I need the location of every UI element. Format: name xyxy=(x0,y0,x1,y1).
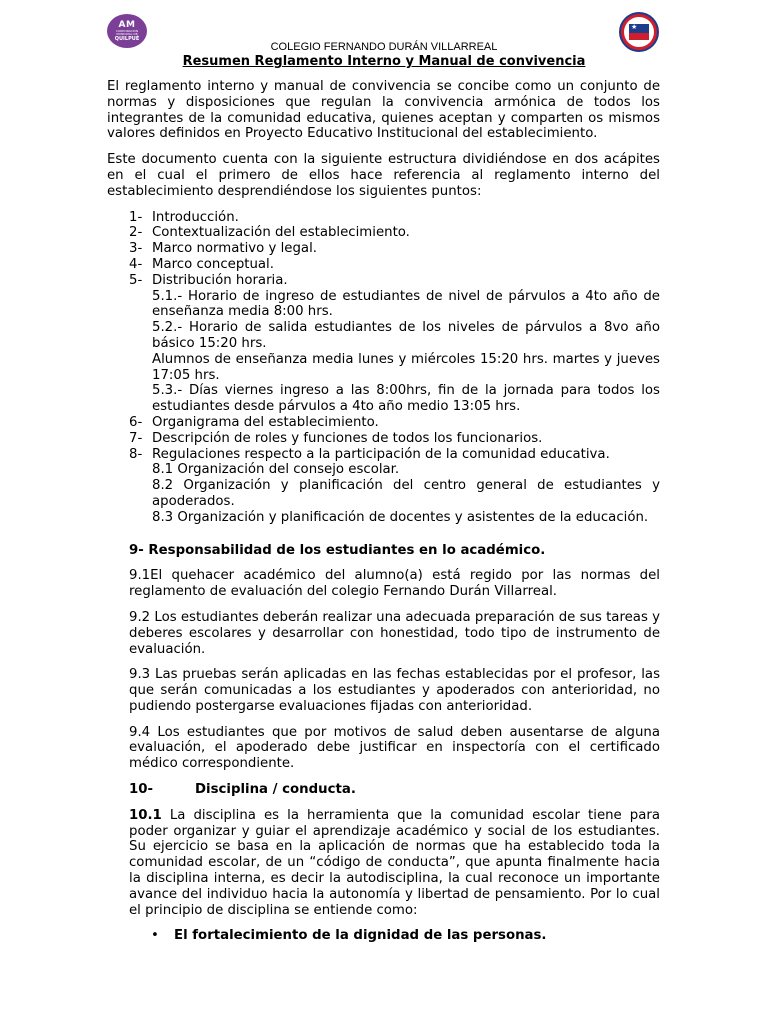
list-item: 6- Organigrama del establecimiento. xyxy=(129,414,379,430)
sub-item-8-2: 8.2 Organización y planificación del centro general de estudiantes y apoderados. xyxy=(152,478,660,509)
sub-item-8-1: 8.1 Organización del consejo escolar. xyxy=(152,462,400,478)
section-9-paragraph: 9.4 Los estudiantes que por motivos de salud deben ausentarse de alguna evaluación, el apoderado debe justificar en inspectoría con el certificado médico correspondiente. xyxy=(129,724,660,772)
list-item: 3- Marco normativo y legal. xyxy=(129,241,317,257)
crest-star-icon: ★ xyxy=(631,23,638,31)
intro-paragraph-1: El reglamento interno y manual de convivencia se concibe como un conjunto de normas y disposiciones que regulan la convivencia armónica de todos los integrantes de la comunidad educativa, quienes aceptan y comparten os mismos valores definidos en Proyecto Educativo Institucional del establecimiento. xyxy=(107,79,660,142)
document-body xyxy=(107,79,660,944)
section-10-paragraph: 10.1 La disciplina es la herramienta que la comunidad escolar tiene para poder organizar y guiar el aprendizaje académico y social de los estudiantes. Su ejercicio se basa en la aplicación de normas que ha establecido toda la comunidad escolar, de un “código de conducta”, que apunta finalmente hacia la disciplina interna, es decir la autodisciplina, la cual reconoce un importante avance del individuo hacia la autonomía y libertad de pensamiento. Por lo cual el principio de disciplina se entiende como: xyxy=(129,807,660,918)
section-9-paragraph: 9.2 Los estudiantes deberán realizar una adecuada preparación de sus tareas y deberes escolares y desarrollar con honestidad, todo tipo de instrumento de evaluación. xyxy=(129,609,660,657)
list-item: 7- Descripción de roles y funciones de todos los funcionarios. xyxy=(129,430,543,446)
sub-item-5-3: 5.3.- Días viernes ingreso a las 8:00hrs, fin de la jornada para todos los estudiantes desde párvulos a 4to año medio 13:05 hrs. xyxy=(152,383,660,415)
section-9-paragraph: 9.1El quehacer académico del alumno(a) está regido por las normas del reglamento de evaluación del colegio Fernando Durán Villarreal. xyxy=(129,568,660,600)
logo-line-1: CORPORACIÓN xyxy=(115,28,139,33)
school-name: COLEGIO FERNANDO DURÁN VILLARREAL xyxy=(270,41,498,53)
list-item: 5- Distribución horaria. xyxy=(129,272,288,288)
list-item: 4- Marco conceptual. xyxy=(129,256,274,272)
section-9-heading: 9- Responsabilidad de los estudiantes en lo académico. xyxy=(129,542,546,558)
sub-item-5-1: 5.1.- Horario de ingreso de estudiantes de nivel de párvulos a 4to año de enseñanza media 8:00 hrs. xyxy=(152,288,660,320)
list-item: 2- Contextualización del establecimiento. xyxy=(129,225,410,241)
section-10-heading: 10- Disciplina / conducta. xyxy=(129,782,356,798)
list-item: 1- Introducción. xyxy=(129,209,239,225)
logo-line-3: QUILPUÉ xyxy=(114,35,140,42)
intro-paragraph-2: Este documento cuenta con la siguiente estructura dividiéndose en dos acápites en el cual el primero de ellos hace referencia al reglamento interno del establecimiento desprendiéndose los siguientes puntos: xyxy=(107,152,660,199)
structure-list xyxy=(107,210,660,526)
bullet-item: • El fortalecimiento de la dignidad de las personas. xyxy=(151,928,547,944)
logo-mark: AM xyxy=(118,19,136,30)
document-title: Resumen Reglamento Interno y Manual de convivencia xyxy=(182,54,586,69)
sub-item-5-2-note: Alumnos de enseñanza media lunes y miércoles 15:20 hrs. martes y jueves 17:05 hrs. xyxy=(152,351,660,383)
section-9-paragraph: 9.3 Las pruebas serán aplicadas en las fechas establecidas por el profesor, las que serán comunicadas a los estudiantes y apoderados con anterioridad, no pudiendo postergarse evaluaciones fijadas con anterioridad. xyxy=(129,667,660,714)
bullet-icon: • xyxy=(151,928,159,944)
sub-item-5-2: 5.2.- Horario de salida estudiantes de los niveles de párvulos a 8vo año básico 15:20 hrs. xyxy=(152,320,660,351)
list-item: 8- Regulaciones respecto a la participación de la comunidad educativa. xyxy=(129,446,610,462)
logo-line-2: MUNICIPAL DE xyxy=(116,31,138,36)
sub-item-8-3: 8.3 Organización y planificación de docentes y asistentes de la educación. xyxy=(152,509,649,525)
